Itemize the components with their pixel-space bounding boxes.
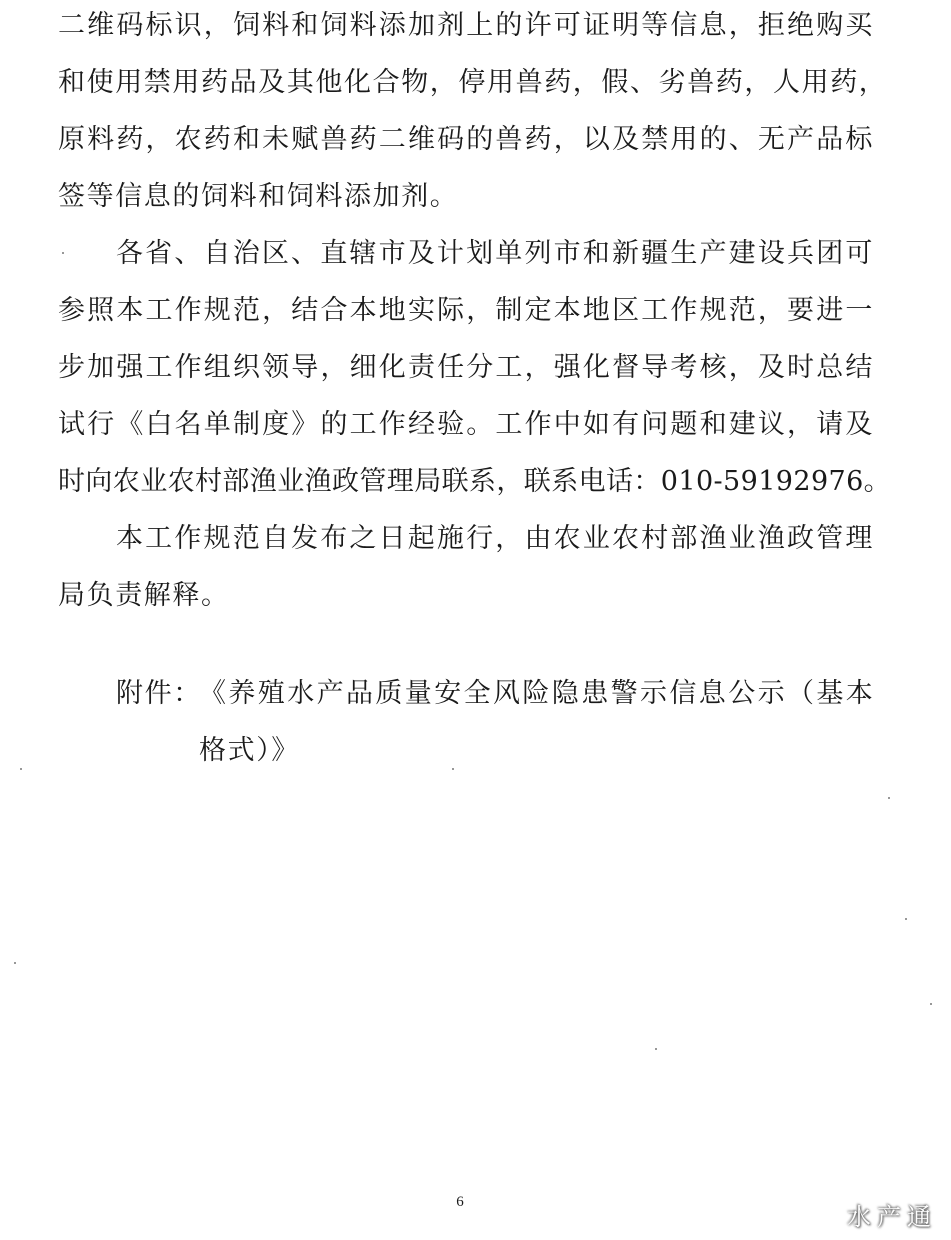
scan-speck bbox=[655, 1048, 657, 1050]
attachment-title-line1: 《养殖水产品质量安全风险隐患警示信息公示（基本 bbox=[199, 678, 874, 709]
paragraph-start-line: 本工作规范自发布之日起施行，由农业农村部渔业渔政管理 bbox=[116, 523, 874, 554]
text-line: 原料药，农药和未赋兽药二维码的兽药，以及禁用的、无产品标 bbox=[58, 124, 874, 155]
text-line: 试行《白名单制度》的工作经验。工作中如有问题和建议，请及 bbox=[58, 409, 874, 440]
attachment-label: 附件： bbox=[116, 678, 202, 709]
attachment-title-line2: 格式）》 bbox=[199, 735, 300, 766]
contact-line: 时向农业农村部渔业渔政管理局联系，联系电话：010-59192976。 bbox=[58, 466, 892, 497]
text-line: 签等信息的饲料和饲料添加剂。 bbox=[58, 181, 459, 212]
watermark-logo: 水产通 bbox=[847, 1203, 937, 1231]
paragraph-start-line: 各省、自治区、直辖市及计划单列市和新疆生产建设兵团可 bbox=[116, 238, 874, 269]
scan-speck bbox=[930, 1003, 932, 1005]
text-line: 步加强工作组织领导，细化责任分工，强化督导考核，及时总结 bbox=[58, 352, 874, 383]
scan-speck bbox=[888, 797, 890, 799]
scan-speck bbox=[452, 768, 454, 770]
text-line: 和使用禁用药品及其他化合物，停用兽药，假、劣兽药，人用药， bbox=[58, 67, 888, 98]
text-line: 参照本工作规范，结合本地实际，制定本地区工作规范，要进一 bbox=[58, 295, 874, 326]
page-number: 6 bbox=[456, 1194, 464, 1210]
text-line: 二维码标识，饲料和饲料添加剂上的许可证明等信息，拒绝购买 bbox=[58, 10, 874, 41]
scan-speck bbox=[14, 962, 16, 964]
scan-speck bbox=[20, 768, 22, 770]
scan-speck bbox=[62, 252, 64, 254]
text-line: 局负责解释。 bbox=[58, 580, 230, 611]
scan-speck bbox=[905, 918, 907, 920]
